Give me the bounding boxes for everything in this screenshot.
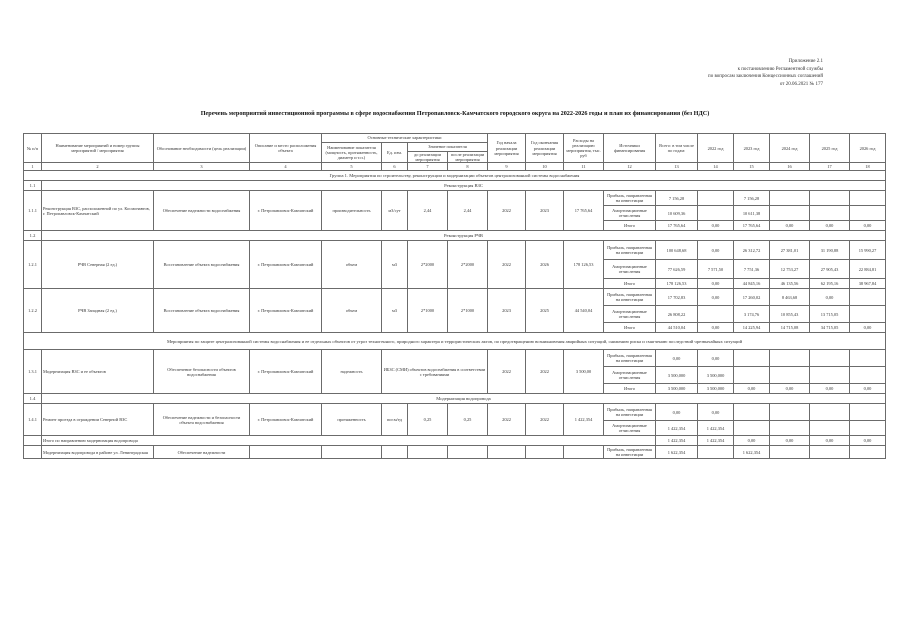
row-location: г. Петропавловск-Камчатский xyxy=(250,241,322,289)
row-value: 0,00 xyxy=(810,436,850,446)
row-cost: 1 422,354 xyxy=(564,404,604,436)
row-source: Итого xyxy=(604,279,656,289)
header-after: после реализации мероприятия xyxy=(448,152,488,163)
header-tech-name: Наименование показателя (мощность, протяженность, диаметр и т.п.) xyxy=(322,143,382,163)
col-number: 13 xyxy=(656,163,698,171)
row-value xyxy=(810,421,850,436)
row-source: Итого xyxy=(604,323,656,333)
row-year-end: 2023 xyxy=(526,191,564,231)
row-source: Итого xyxy=(604,221,656,231)
row-value: 0,00 xyxy=(698,279,734,289)
row-value xyxy=(850,367,886,384)
row-value: 3 500,000 xyxy=(698,384,734,394)
row-year-end: 2022 xyxy=(526,404,564,436)
appendix-line: к постановлению Регламентной службы xyxy=(737,66,823,72)
row-value: 7 156,28 xyxy=(734,191,770,206)
row-value xyxy=(850,191,886,206)
row-value xyxy=(810,350,850,367)
row-value xyxy=(770,350,810,367)
row-cost: 178 126,53 xyxy=(564,241,604,289)
header-before: до реализации мероприятия xyxy=(408,152,448,163)
row-name: РЧВ Западная (2 ед.) xyxy=(42,289,154,333)
row-name: Итого по направлению модернизация водопровода xyxy=(42,436,656,446)
header-cost: Расходы на реализацию мероприятия, тыс. руб xyxy=(564,134,604,163)
row-value: 12 753,27 xyxy=(770,260,810,279)
row-value xyxy=(770,421,810,436)
row-value: 178 126,53 xyxy=(656,279,698,289)
header-year-start: Год начала реализации мероприятия xyxy=(488,134,526,163)
row-value xyxy=(734,367,770,384)
row-location: г. Петропавловск-Камчатский xyxy=(250,350,322,394)
row-value xyxy=(734,350,770,367)
header-total: Всего: в том числе по годам: xyxy=(656,134,698,163)
header-num: № п/п xyxy=(24,134,42,163)
row-value: 38 967,84 xyxy=(850,279,886,289)
row-value: 0,00 xyxy=(850,384,886,394)
row-value: 0,00 xyxy=(850,436,886,446)
row-before: 2*1000 xyxy=(408,289,448,333)
row-before: 2*2000 xyxy=(408,241,448,289)
row-before: 2,44 xyxy=(408,191,448,231)
row-after: 2*2000 xyxy=(448,241,488,289)
row-year-start: 2023 xyxy=(488,289,526,333)
row-tech-name: объем xyxy=(322,289,382,333)
row-tech-description: ИБЗС (СМИ) объектов водоснабжения в соответствии с требованиями xyxy=(382,350,488,394)
row-year-start: 2022 xyxy=(488,350,526,394)
row-source: Итого xyxy=(604,384,656,394)
col-number: 12 xyxy=(604,163,656,171)
row-name: Модернизация ВЗС и ее объектов xyxy=(42,350,154,394)
col-number: 5 xyxy=(322,163,382,171)
row-location: г. Петропавловск-Камчатский xyxy=(250,404,322,436)
row-value: 44 510,04 xyxy=(656,323,698,333)
row-value: 10 611,38 xyxy=(734,206,770,221)
row-source: Прибыль, направленная на инвестиции xyxy=(604,350,656,367)
col-number: 6 xyxy=(382,163,408,171)
row-value: 100 648,68 xyxy=(656,241,698,260)
row-value: 0,00 xyxy=(734,436,770,446)
section-num: 1.2 xyxy=(24,231,42,241)
section-row xyxy=(24,231,886,241)
row-unit: пог.м/ед xyxy=(382,404,408,436)
row-cost: 44 540,04 xyxy=(564,289,604,333)
row-value: 1 422,354 xyxy=(698,421,734,436)
row-value xyxy=(698,191,734,206)
row-year-start: 2022 xyxy=(488,191,526,231)
row-value: 0,00 xyxy=(698,221,734,231)
col-number: 7 xyxy=(408,163,448,171)
row-value xyxy=(850,421,886,436)
row-name: Реконструкция ВЗС, расположенной по ул. Космонавтов, г. Петропавловск-Камчатский xyxy=(42,191,154,231)
row-source: Амортизационные отчисления xyxy=(604,367,656,384)
row-value xyxy=(810,191,850,206)
row-tech-name: протяженность xyxy=(322,404,382,436)
row-name: Модернизация водопровода в районе ул. Ленинградская xyxy=(42,446,154,459)
row-value: 15 990,27 xyxy=(850,241,886,260)
row-value: 26 808,22 xyxy=(656,306,698,323)
row-value: 10 855,43 xyxy=(770,306,810,323)
row-value xyxy=(698,206,734,221)
row-justification: Обеспечение надежности и безопасности объекта водоснабжения xyxy=(154,404,250,436)
row-value: 0,00 xyxy=(698,350,734,367)
row-justification: Обеспечение безопасности объектов водоснабжения xyxy=(154,350,250,394)
row-justification: Восстановление объекта водоснабжения xyxy=(154,289,250,333)
row-year-end: 2026 xyxy=(526,241,564,289)
row-source: Прибыль, направленная на инвестиции xyxy=(604,289,656,306)
investment-table xyxy=(23,133,886,459)
row-unit: м3 xyxy=(382,289,408,333)
row-value xyxy=(770,367,810,384)
row-value: 17 702,83 xyxy=(656,289,698,306)
row-location: г. Петропавловск-Камчатский xyxy=(250,289,322,333)
row-value: 17 765,64 xyxy=(734,221,770,231)
row-unit: м3 xyxy=(382,241,408,289)
appendix-note xyxy=(653,58,823,88)
section-row xyxy=(24,181,886,191)
table-row xyxy=(24,446,886,459)
section-title: Модернизация водопровода xyxy=(42,394,886,404)
row-value: 27 381,01 xyxy=(770,241,810,260)
col-number: 15 xyxy=(734,163,770,171)
header-2024: 2024 год xyxy=(770,134,810,163)
row-value xyxy=(810,367,850,384)
group-title: Группа 1. Мероприятия по строительству, реконструкции и модернизации объектов централизованной системы водоснабжения xyxy=(24,171,886,181)
row-num: 1.1.1 xyxy=(24,191,42,231)
col-number: 16 xyxy=(770,163,810,171)
row-value xyxy=(850,350,886,367)
row-value: 0,00 xyxy=(770,221,810,231)
row-tech-name: объем xyxy=(322,241,382,289)
row-before: 0,25 xyxy=(408,404,448,436)
appendix-line: от 20.06.2021 № 177 xyxy=(779,81,823,87)
row-value xyxy=(770,446,810,459)
row-value: 34 715,05 xyxy=(810,323,850,333)
row-source: Амортизационные отчисления xyxy=(604,260,656,279)
header-unit: Ед. изм. xyxy=(382,143,408,163)
row-source: Прибыль, направленная на инвестиции xyxy=(604,241,656,260)
row-value xyxy=(850,206,886,221)
header-sources: Источники финансирования xyxy=(604,134,656,163)
row-value: 1 422,354 xyxy=(656,421,698,436)
row-value xyxy=(810,404,850,421)
row-value: 0,00 xyxy=(656,404,698,421)
row-source: Прибыль, направленная на инвестиции xyxy=(604,191,656,206)
header-year-end: Год окончания реализации мероприятия xyxy=(526,134,564,163)
col-number: 1 xyxy=(24,163,42,171)
row-value: 13 715,05 xyxy=(810,306,850,323)
appendix-line: Приложение 2.1 xyxy=(788,59,823,64)
group-title-row xyxy=(24,171,886,181)
row-value: 0,00 xyxy=(810,221,850,231)
section-title: Реконструкция РЧВ xyxy=(42,231,886,241)
table-row xyxy=(24,241,886,260)
row-location: г. Петропавловск-Камчатский xyxy=(250,191,322,231)
row-tech-name: надежность xyxy=(322,350,382,394)
document-title: Перечень мероприятий инвестиционной программы в сфере водоснабжения Петропавловск-Камчатского городского округа на 2022-2026 годы и план их финансирования (без НДС) xyxy=(200,110,710,117)
row-value: 46 135,56 xyxy=(770,279,810,289)
row-value: 8 463,68 xyxy=(770,289,810,306)
row-cost: 17 765,64 xyxy=(564,191,604,231)
row-value: 14 715,08 xyxy=(770,323,810,333)
col-number: 14 xyxy=(698,163,734,171)
row-value: 0,00 xyxy=(810,289,850,306)
header-2022: 2022 год xyxy=(698,134,734,163)
row-value: 22 884,81 xyxy=(850,260,886,279)
header-name: Наименование мероприятий и номер группы мероприятий / мероприятия xyxy=(42,134,154,163)
row-value: 3 500,000 xyxy=(656,384,698,394)
row-value: 0,00 xyxy=(698,241,734,260)
row-value: 3 174,76 xyxy=(734,306,770,323)
col-number: 3 xyxy=(154,163,250,171)
row-value: 3 500,000 xyxy=(656,367,698,384)
row-year-end: 2022 xyxy=(526,350,564,394)
row-value xyxy=(770,191,810,206)
row-value: 0,00 xyxy=(698,289,734,306)
row-value xyxy=(698,446,734,459)
row-num: 1.4.1 xyxy=(24,404,42,436)
row-value xyxy=(810,446,850,459)
row-after: 2,44 xyxy=(448,191,488,231)
row-value: 17 260,02 xyxy=(734,289,770,306)
row-justification: Восстановление объекта водоснабжения xyxy=(154,241,250,289)
col-number: 18 xyxy=(850,163,886,171)
row-value xyxy=(770,404,810,421)
row-cost: 3 500,00 xyxy=(564,350,604,394)
row-value: 3 500,000 xyxy=(698,367,734,384)
row-value: 0,00 xyxy=(770,436,810,446)
row-year-end: 2025 xyxy=(526,289,564,333)
row-value: 77 626,59 xyxy=(656,260,698,279)
row-value: 26 312,72 xyxy=(734,241,770,260)
row-source: Прибыль, направленная на инвестиции xyxy=(604,404,656,421)
row-source: Амортизационные отчисления xyxy=(604,306,656,323)
appendix-line: по вопросам заключения Концессионных соглашений xyxy=(708,74,823,79)
row-value xyxy=(734,421,770,436)
row-justification: Обеспечение надежности xyxy=(154,446,250,459)
header-2026: 2026 год xyxy=(850,134,886,163)
row-value xyxy=(810,206,850,221)
table-row xyxy=(24,191,886,206)
header-technical: Основные технические характеристики xyxy=(322,134,488,143)
row-unit: м3/сут xyxy=(382,191,408,231)
row-value xyxy=(850,404,886,421)
row-source: Амортизационные отчисления xyxy=(604,421,656,436)
row-value: 0,00 xyxy=(734,384,770,394)
row-value: 14 225,94 xyxy=(734,323,770,333)
row-value: 0,00 xyxy=(656,350,698,367)
row-justification: Обеспечение надежности водоснабжения xyxy=(154,191,250,231)
row-value xyxy=(850,306,886,323)
section-num: 1.4 xyxy=(24,394,42,404)
row-source: Амортизационные отчисления xyxy=(604,206,656,221)
table-row xyxy=(24,289,886,306)
row-value xyxy=(850,289,886,306)
col-number: 17 xyxy=(810,163,850,171)
row-value: 44 845,16 xyxy=(734,279,770,289)
section-title: Мероприятия по защите централизованной системы водоснабжения и ее отдельных объектов от угроз техногенного, природного характера и террористических актов, по предотвращению возникновения аварийных ситуаций, снижению риска и смягчению последствий чрезвычайных ситуаций xyxy=(24,333,886,350)
table-row xyxy=(24,436,886,446)
col-number: 2 xyxy=(42,163,154,171)
row-value: 31 190,88 xyxy=(810,241,850,260)
row-year-start: 2022 xyxy=(488,404,526,436)
row-value: 1 422,354 xyxy=(698,436,734,446)
row-value xyxy=(770,206,810,221)
header-row xyxy=(24,134,886,143)
row-value xyxy=(698,306,734,323)
row-value xyxy=(734,404,770,421)
section-row xyxy=(24,394,886,404)
row-year-start: 2022 xyxy=(488,241,526,289)
row-after: 2*1000 xyxy=(448,289,488,333)
col-number: 4 xyxy=(250,163,322,171)
row-num: 1.2.1 xyxy=(24,241,42,289)
row-value: 10 609,36 xyxy=(656,206,698,221)
row-num: 1.2.2 xyxy=(24,289,42,333)
col-number: 9 xyxy=(488,163,526,171)
row-value xyxy=(850,446,886,459)
row-value: 0,00 xyxy=(850,221,886,231)
row-value: 0,00 xyxy=(850,323,886,333)
header-2023: 2023 год xyxy=(734,134,770,163)
header-value: Значение показателя xyxy=(408,143,488,152)
col-number: 11 xyxy=(564,163,604,171)
section-title: Реконструкция ВЗС xyxy=(42,181,886,191)
header-justification: Обоснование необходимости (цель реализации) xyxy=(154,134,250,163)
col-number: 10 xyxy=(526,163,564,171)
row-value: 1 422,354 xyxy=(656,436,698,446)
row-value: 0,00 xyxy=(810,384,850,394)
column-number-row xyxy=(24,163,886,171)
row-name: Ремонт проезда в ограждении Северной ВЗС xyxy=(42,404,154,436)
row-value: 62 195,16 xyxy=(810,279,850,289)
row-value: 0,00 xyxy=(770,384,810,394)
row-source: Прибыль, направленная на инвестиции xyxy=(604,446,656,459)
row-value: 17 765,64 xyxy=(656,221,698,231)
row-value: 7 571,50 xyxy=(698,260,734,279)
row-after: 0,25 xyxy=(448,404,488,436)
row-value: 1 622,354 xyxy=(656,446,698,459)
row-value: 1 622,354 xyxy=(734,446,770,459)
table-row xyxy=(24,404,886,421)
table-row xyxy=(24,350,886,367)
header-2025: 2025 год xyxy=(810,134,850,163)
row-value: 0,00 xyxy=(698,404,734,421)
col-number: 8 xyxy=(448,163,488,171)
header-location: Описание и место расположения объекта xyxy=(250,134,322,163)
row-num: 1.3.1 xyxy=(24,350,42,394)
row-value: 7 156,28 xyxy=(656,191,698,206)
row-tech-name: производительность xyxy=(322,191,382,231)
row-value: 7 751,36 xyxy=(734,260,770,279)
row-value: 0,00 xyxy=(698,323,734,333)
section-num: 1.1 xyxy=(24,181,42,191)
row-name: РЧВ Северная (2 ед.) xyxy=(42,241,154,289)
row-value: 27 905,43 xyxy=(810,260,850,279)
section-row xyxy=(24,333,886,350)
